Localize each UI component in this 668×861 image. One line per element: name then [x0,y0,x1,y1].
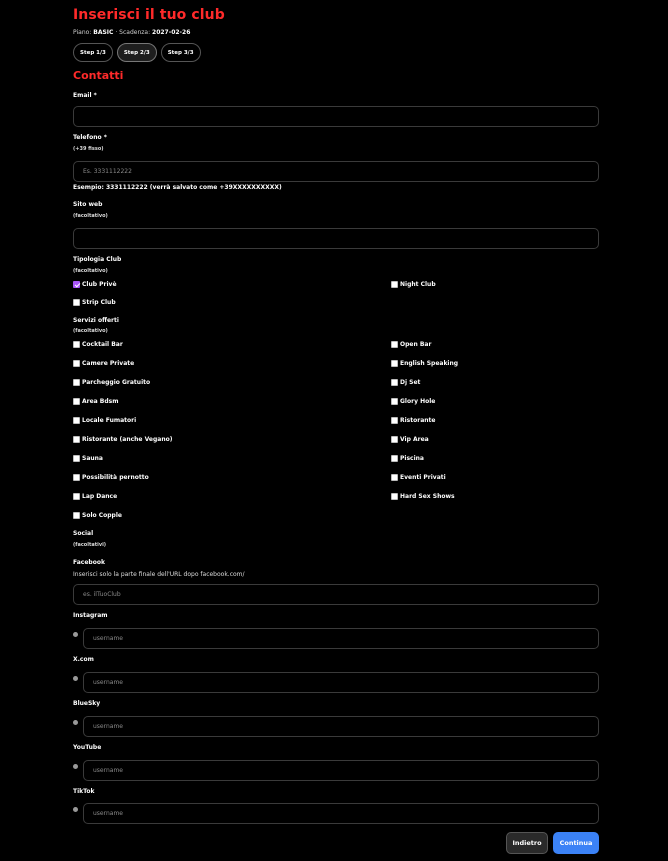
service-option[interactable] [391,341,431,348]
checkbox[interactable] [73,474,80,481]
checkbox-label: Ristorante [400,417,436,424]
service-option[interactable] [73,417,136,424]
checkbox[interactable] [391,417,398,424]
phone-hint: Esempio: 3331112222 (verrà salvato come +39XXXXXXXXXX) [73,184,282,191]
at-icon [73,676,78,681]
checkbox-label: Club Privè [82,281,117,288]
service-option[interactable] [73,398,119,405]
checkbox-label: Strip Club [82,299,116,306]
checkbox[interactable] [73,341,80,348]
checkbox-label: English Speaking [400,360,459,367]
services-label: Servizi offerti [73,317,119,324]
checkbox[interactable] [391,341,398,348]
checkbox-label: Piscina [400,455,424,462]
service-option[interactable] [391,455,424,462]
club-type-label: Tipologia Club [73,256,122,263]
x-label: X.com [73,656,94,663]
service-option[interactable] [391,493,455,500]
plan-value: BASIC [93,29,114,36]
checkbox-label: Vip Area [400,436,429,443]
expiry-value: 2027-02-26 [152,29,191,36]
checkbox[interactable] [73,360,80,367]
service-option[interactable] [73,379,150,386]
website-sublabel: (facoltativo) [73,213,108,219]
checkbox-label: Sauna [82,455,103,462]
youtube-label: YouTube [73,744,102,751]
website-label: Sito web [73,201,103,208]
service-option[interactable] [73,512,122,519]
checkbox-label: Cocktail Bar [82,341,123,348]
checkbox[interactable] [73,436,80,443]
checkbox-label: Night Club [400,281,436,288]
tiktok-label: TikTok [73,788,95,795]
checkbox[interactable] [391,474,398,481]
checkbox-checked[interactable] [73,281,80,288]
phone-field[interactable] [73,161,599,182]
x-field[interactable] [83,672,599,693]
checkbox-label: Possibilità pernotto [82,474,149,481]
checkbox[interactable] [73,417,80,424]
continue-button[interactable]: Continua [553,832,599,854]
checkbox[interactable] [73,493,80,500]
instagram-field[interactable] [83,628,599,649]
step-3-pill[interactable]: Step 3/3 [161,43,201,62]
instagram-label: Instagram [73,612,108,619]
step-1-pill[interactable]: Step 1/3 [73,43,113,62]
section-title: Contatti [73,69,124,82]
services-sublabel: (facoltativo) [73,328,108,334]
checkbox-label: Lap Dance [82,493,118,500]
service-option[interactable] [391,417,435,424]
phone-sublabel: (+39 fisso) [73,146,104,152]
checkbox-label: Open Bar [400,341,432,348]
plan-info [73,29,190,36]
service-option[interactable] [391,436,429,443]
checkbox[interactable] [73,299,80,306]
facebook-label: Facebook [73,559,105,566]
service-option[interactable] [73,436,172,443]
checkbox-label: Ristorante (anche Vegano) [82,436,173,443]
checkbox[interactable] [391,360,398,367]
bluesky-field[interactable] [83,716,599,737]
checkbox[interactable] [73,379,80,386]
social-sublabel: (facoltativi) [73,542,107,548]
at-icon [73,720,78,725]
service-option[interactable] [73,341,123,348]
service-option[interactable] [391,398,435,405]
social-label: Social [73,530,94,537]
phone-label: Telefono * [73,134,107,141]
plan-label: Piano: [73,29,92,36]
checkbox-label: Area Bdsm [82,398,119,405]
back-button[interactable]: Indietro [506,832,548,854]
service-option[interactable] [73,455,103,462]
at-icon [73,632,78,637]
club-type-option[interactable] [391,281,436,288]
page-title: Inserisci il tuo club [73,7,225,23]
checkbox-label: Solo Copple [82,512,122,519]
expiry-label: · Scadenza: [113,29,151,36]
checkbox[interactable] [73,398,80,405]
website-field[interactable] [73,228,599,249]
checkbox[interactable] [391,379,398,386]
service-option[interactable] [73,360,134,367]
checkbox[interactable] [391,436,398,443]
tiktok-field[interactable] [83,803,599,824]
email-label: Email * [73,92,97,99]
bluesky-label: BlueSky [73,700,101,707]
facebook-field[interactable] [73,584,599,605]
service-option[interactable] [73,493,117,500]
checkbox[interactable] [73,455,80,462]
email-field[interactable] [73,106,599,127]
checkbox-label: Dj Set [400,379,421,386]
club-type-option[interactable] [73,299,116,306]
checkbox[interactable] [391,398,398,405]
checkbox-label: Locale Fumatori [82,417,137,424]
youtube-field[interactable] [83,760,599,781]
checkbox-label: Hard Sex Shows [400,493,455,500]
checkbox[interactable] [391,455,398,462]
club-type-sublabel: (facoltativo) [73,268,108,274]
service-option[interactable] [73,474,149,481]
facebook-hint: Inserisci solo la parte finale dell'URL dopo facebook.com/ [73,571,245,578]
checkbox-label: Camere Private [82,360,135,367]
step-indicator [73,43,201,62]
club-type-option[interactable] [73,281,117,288]
checkbox-label: Parcheggio Gratuito [82,379,151,386]
at-icon [73,807,78,812]
service-option[interactable] [391,379,420,386]
step-2-pill[interactable]: Step 2/3 [117,43,157,62]
checkbox[interactable] [391,493,398,500]
service-option[interactable] [391,474,446,481]
checkbox-label: Eventi Privati [400,474,446,481]
at-icon [73,764,78,769]
checkbox[interactable] [391,281,398,288]
checkbox[interactable] [73,512,80,519]
service-option[interactable] [391,360,458,367]
checkbox-label: Glory Hole [400,398,436,405]
